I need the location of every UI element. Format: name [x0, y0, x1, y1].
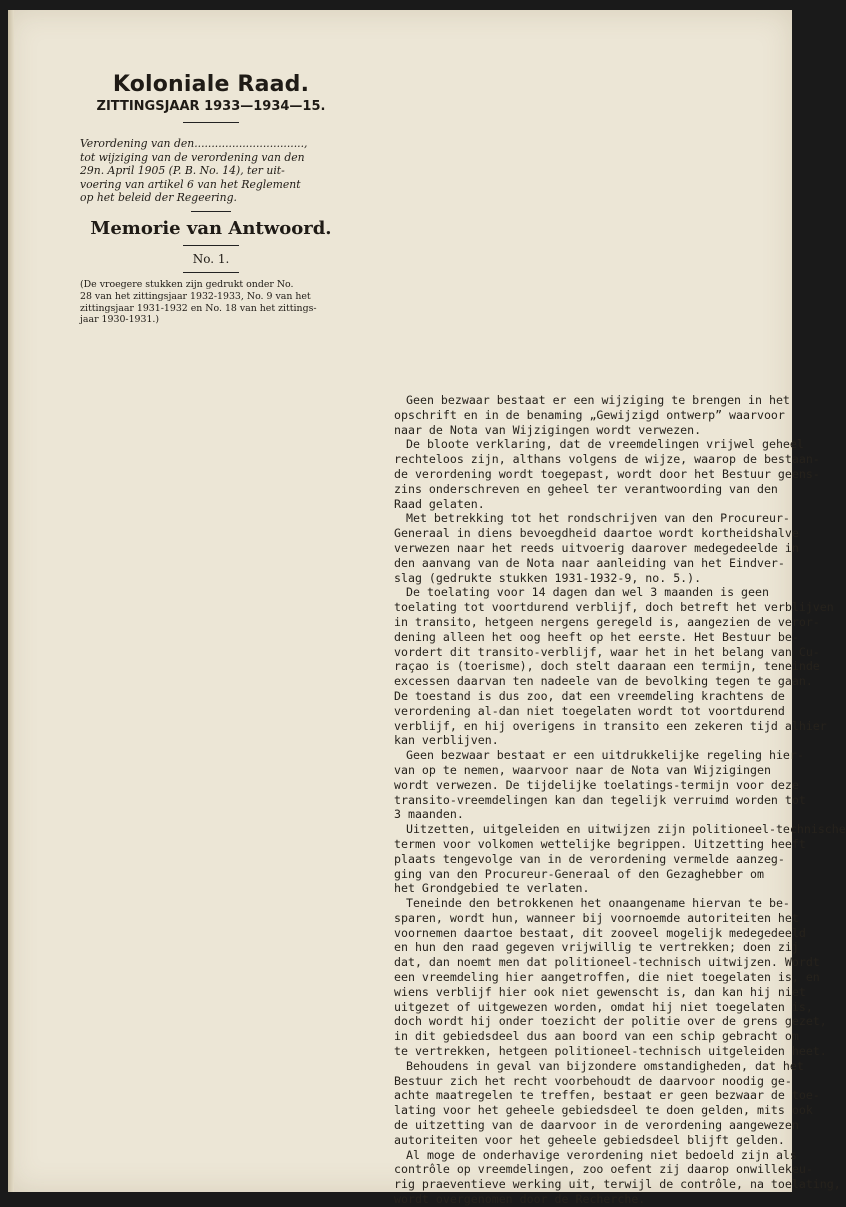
divider — [183, 245, 239, 246]
body-text-line: sparen, wordt hun, wanneer bij voornoemde autoriteiten het — [394, 910, 799, 925]
body-text-line: verordening al-dan niet toegelaten wordt tot voortdurend — [394, 703, 785, 718]
note-line: zittingsjaar 1931-1932 en No. 18 van het zittings- — [80, 302, 317, 314]
body-text-line: uitgezet of uitgewezen worden, omdat hij niet toegelaten is, — [394, 999, 813, 1014]
ordinance-line: 29n. April 1905 (P. B. No. 14), ter uit- — [80, 164, 285, 178]
body-text-line: Teneinde den betrokkenen het onaangename hiervan te be- — [406, 896, 790, 911]
body-text-line: een vreemdeling hier aangetroffen, die niet toegelaten is, en — [394, 970, 820, 985]
body-text-line: het Grondgebied te verlaten. — [394, 881, 590, 896]
body-text-line: de uitzetting van de daarvoor in de verordening aangewezen — [394, 1118, 799, 1133]
document-page — [8, 10, 846, 1207]
ordinance-line: Verordening van den................................, — [80, 137, 308, 150]
body-text-line: Raad gelaten. — [394, 496, 485, 511]
body-text-line: rechteloos zijn, althans volgens de wijze, waarop de bestaan- — [394, 452, 820, 467]
body-text-line: Behoudens in geval van bijzondere omstandigheden, dat het — [406, 1058, 804, 1073]
page-binding-edge — [8, 10, 14, 1192]
body-text-line: contrôle op vreemdelingen, zoo oefent zij daarop onwillekeu- — [394, 1162, 813, 1177]
body-text-line: plaats tengevolge van in de verordening vermelde aanzeg- — [394, 851, 785, 866]
note-line: jaar 1930-1931.) — [80, 314, 160, 326]
body-text-line: lating voor het geheele gebiedsdeel te doen gelden, mits ook — [394, 1103, 813, 1118]
body-text-line: Uitzetten, uitgeleiden en uitwijzen zijn politioneel-technische — [406, 822, 846, 837]
body-text-line: raçao is (toerisme), doch stelt daaraan een termijn, teneinde — [394, 659, 820, 674]
body-text-line: slag (gedrukte stukken 1931-1932-9, no. 5.). — [394, 570, 702, 585]
body-text-line: zins onderschreven en geheel ter verantwoording van den — [394, 481, 778, 496]
body-text-line: doch wordt hij onder toezicht der politie over de grens gezet, — [394, 1014, 827, 1029]
body-text-line: van op te nemen, waarvoor naar de Nota van Wijzigingen — [394, 762, 771, 777]
body-text-line: en hun den raad gegeven vrijwillig te vertrekken; doen zij — [394, 940, 799, 955]
body-text-line: wordt verwezen. De tijdelijke toelatings-termijn voor deze — [394, 777, 799, 792]
body-text-line: den aanvang van de Nota naar aanleiding van het Eindver- — [394, 555, 785, 570]
body-text-line: De toelating voor 14 dagen dan wel 3 maanden is geen — [406, 585, 769, 600]
ordinance-line: voering van artikel 6 van het Reglement — [80, 177, 301, 191]
body-text-line: Geen bezwaar bestaat er een uitdrukkelijke regeling hier- — [406, 748, 804, 763]
body-text-line: te vertrekken, hetgeen politioneel-technisch uitgeleiden heet. — [394, 1044, 827, 1059]
session-year: ZITTINGSJAAR 1933—1934—15. — [96, 99, 326, 114]
body-text-line: de verordening wordt toegepast, wordt door het Bestuur geens- — [394, 466, 820, 481]
body-text-line: rig praeventieve werking uit, terwijl de contrôle, na toelating, — [394, 1177, 841, 1192]
body-text-line: De bloote verklaring, dat de vreemdelingen vrijwel geheel — [406, 437, 804, 452]
body-text-line: vordert dit transito-verblijf, waar het in het belang van Cu- — [394, 644, 820, 659]
body-text-line: verblijf, en hij overigens in transito een zekeren tijd alhier — [394, 718, 827, 733]
body-text-line: in transito, hetgeen nergens geregeld is, aangezien de veror- — [394, 614, 820, 629]
body-text-line: ging van den Procureur-Generaal of den Gezaghebber om — [394, 866, 764, 881]
note-line: 28 van het zittingsjaar 1932-1933, No. 9 van het — [80, 290, 311, 302]
ordinance-line: op het beleid der Regeering. — [80, 191, 237, 205]
body-text-line: Generaal in diens bevoegdheid daartoe wordt kortheidshalve — [394, 526, 799, 541]
body-text-line: Al moge de onderhavige verordening niet bedoeld zijn als — [406, 1147, 797, 1162]
body-text-line: voornemen daartoe bestaat, dit zooveel mogelijk medegedeeld — [394, 925, 806, 940]
header-column — [80, 72, 342, 326]
body-text-line: wordt overgenomen door de Recherche. — [394, 1192, 646, 1207]
memorie-title: Memorie van Antwoord. — [90, 217, 332, 239]
body-text-line: termen voor volkomen wettelijke begrippen. Uitzetting heeft — [394, 836, 806, 851]
answer-body — [394, 393, 846, 1207]
previous-documents-note — [80, 279, 342, 326]
body-text-line: Geen bezwaar bestaat er een wijziging te brengen in het — [406, 393, 790, 407]
body-text-line: dat, dan noemt men dat politioneel-technisch uitwijzen. Wordt — [394, 955, 820, 970]
body-text-line: Bestuur zich het recht voorbehoudt de daarvoor noodig ge- — [394, 1073, 792, 1088]
body-text-line: opschrift en in de benaming „Gewijzigd ontwerp” waarvoor — [394, 407, 785, 422]
body-text-line: toelating tot voortdurend verblijf, doch betreft het verblijven — [394, 600, 834, 615]
document-number: No. 1. — [192, 251, 230, 266]
body-text-line: achte maatregelen te treffen, bestaat er geen bezwaar de toe- — [394, 1088, 820, 1103]
body-text-line: wiens verblijf hier ook niet gewenscht is, dan kan hij niet — [394, 984, 806, 999]
divider — [191, 211, 231, 212]
body-text-line: naar de Nota van Wijzigingen wordt verwezen. — [394, 422, 702, 437]
divider — [183, 272, 239, 273]
body-text-line: verwezen naar het reeds uitvoerig daarover medegedeelde in — [394, 540, 799, 555]
divider — [183, 122, 239, 123]
ordinance-description — [80, 137, 342, 205]
note-line: (De vroegere stukken zijn gedrukt onder No. — [80, 278, 294, 290]
body-text-line: De toestand is dus zoo, dat een vreemdeling krachtens de — [394, 688, 785, 703]
ordinance-line: tot wijziging van de verordening van den — [80, 150, 305, 164]
body-text-line: 3 maanden. — [394, 807, 464, 822]
body-text-line: dening alleen het oog heeft op het eerste. Het Bestuur be- — [394, 629, 799, 644]
body-text-line: in dit gebiedsdeel dus aan boord van een schip gebracht om — [394, 1029, 799, 1044]
body-text-line: excessen daarvan ten nadeele van de bevolking tegen te gaan. — [394, 674, 813, 689]
body-text-line: Met betrekking tot het rondschrijven van den Procureur- — [406, 511, 790, 526]
council-title: Koloniale Raad. — [112, 72, 310, 97]
body-text-line: autoriteiten voor het geheele gebiedsdeel blijft gelden. — [394, 1132, 785, 1147]
body-text-line: transito-vreemdelingen kan dan tegelijk verruimd worden tot — [394, 792, 806, 807]
body-text-line: kan verblijven. — [394, 733, 499, 748]
